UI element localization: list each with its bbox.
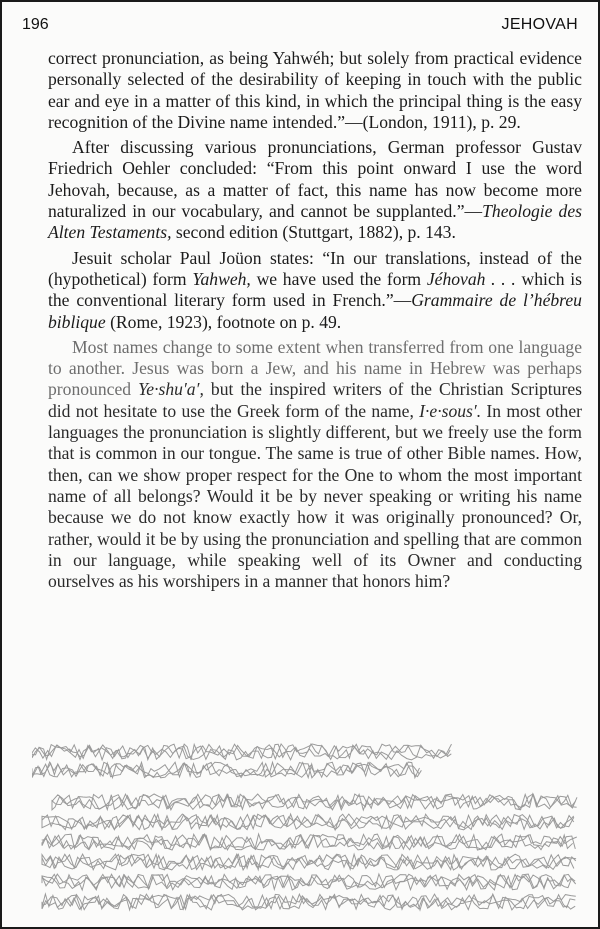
paragraph-quote-continuation xyxy=(48,48,582,133)
scribble-stroke xyxy=(52,794,576,810)
book-title: Theologie des Alten Testaments, xyxy=(48,201,583,243)
paragraph-text: (Rome, 1923), footnote on p. 49. xyxy=(105,311,342,332)
book-title: Grammaire de l’hébreu biblique xyxy=(48,290,582,332)
paragraph-text: we have used the form xyxy=(250,268,427,289)
page-header xyxy=(22,16,578,38)
paragraph-text: which is the conventional literary form used in French.”— xyxy=(48,268,583,311)
paragraph-jouon xyxy=(48,248,582,333)
scribble-stroke xyxy=(42,834,575,850)
italic-term: I·e·sous′. xyxy=(419,400,482,421)
running-title: JEHOVAH xyxy=(501,16,578,33)
paragraph-names-change xyxy=(48,337,582,593)
paragraph-text: Most names change to some extent when transferred from one language to another. Jesus was born a Jew, and his name in Hebrew was perhaps pronounced xyxy=(48,336,582,400)
body-text xyxy=(48,48,582,592)
page-number: 196 xyxy=(22,16,49,33)
paragraph-text: but the inspired writers of the Christian Scriptures did not hesitate to use the Greek form of the name, xyxy=(48,379,582,421)
paragraph-text: After discussing various pronunciations, German professor Gustav Friedrich Oehler concluded: “From this point onward I use the word Jehovah, because, as a matter of fact, this name has now become more naturalized in our vocabulary, and cannot be supplanted.”— xyxy=(48,137,582,222)
italic-term: Ye·shu′a′, xyxy=(138,379,204,400)
paragraph-text: second edition (Stuttgart, 1882), p. 143. xyxy=(171,222,456,243)
italic-term: Jéhovah . . . xyxy=(426,268,516,289)
paragraph-text: correct pronunciation, as being Yahwéh; but solely from practical evidence personally selected of the desirability of keeping in touch with the public ear and eye in a matter of this kind, in which the principal thing is the easy recognition of the Divine name intended.”—(London, 1911), p. 29. xyxy=(48,48,582,132)
paragraph-text: Jesuit scholar Paul Joüon states: “In our translations, instead of the (hypothetical) form xyxy=(48,247,582,289)
scribble-stroke xyxy=(42,854,576,870)
paragraph-text: In most other languages the pronunciation is slightly different, but we freely use the form that is common in our tongue. The same is true of other Bible names. How, then, can we show proper respect for the One to whom the most important name of all belongs? Would it be by never speaking or writing his name because we do not know exactly how it was originally pronounced? Or, rather, would it be by using the pronunciation and spelling that are common in our language, while speaking well of its Owner and conducting ourselves as his worshipers in a manner that honors him? xyxy=(48,400,582,592)
redacted-scribble-area xyxy=(32,740,582,920)
italic-term: Yahweh, xyxy=(192,268,251,289)
paragraph-oehler xyxy=(48,137,582,243)
redaction-scribbles xyxy=(32,744,577,910)
